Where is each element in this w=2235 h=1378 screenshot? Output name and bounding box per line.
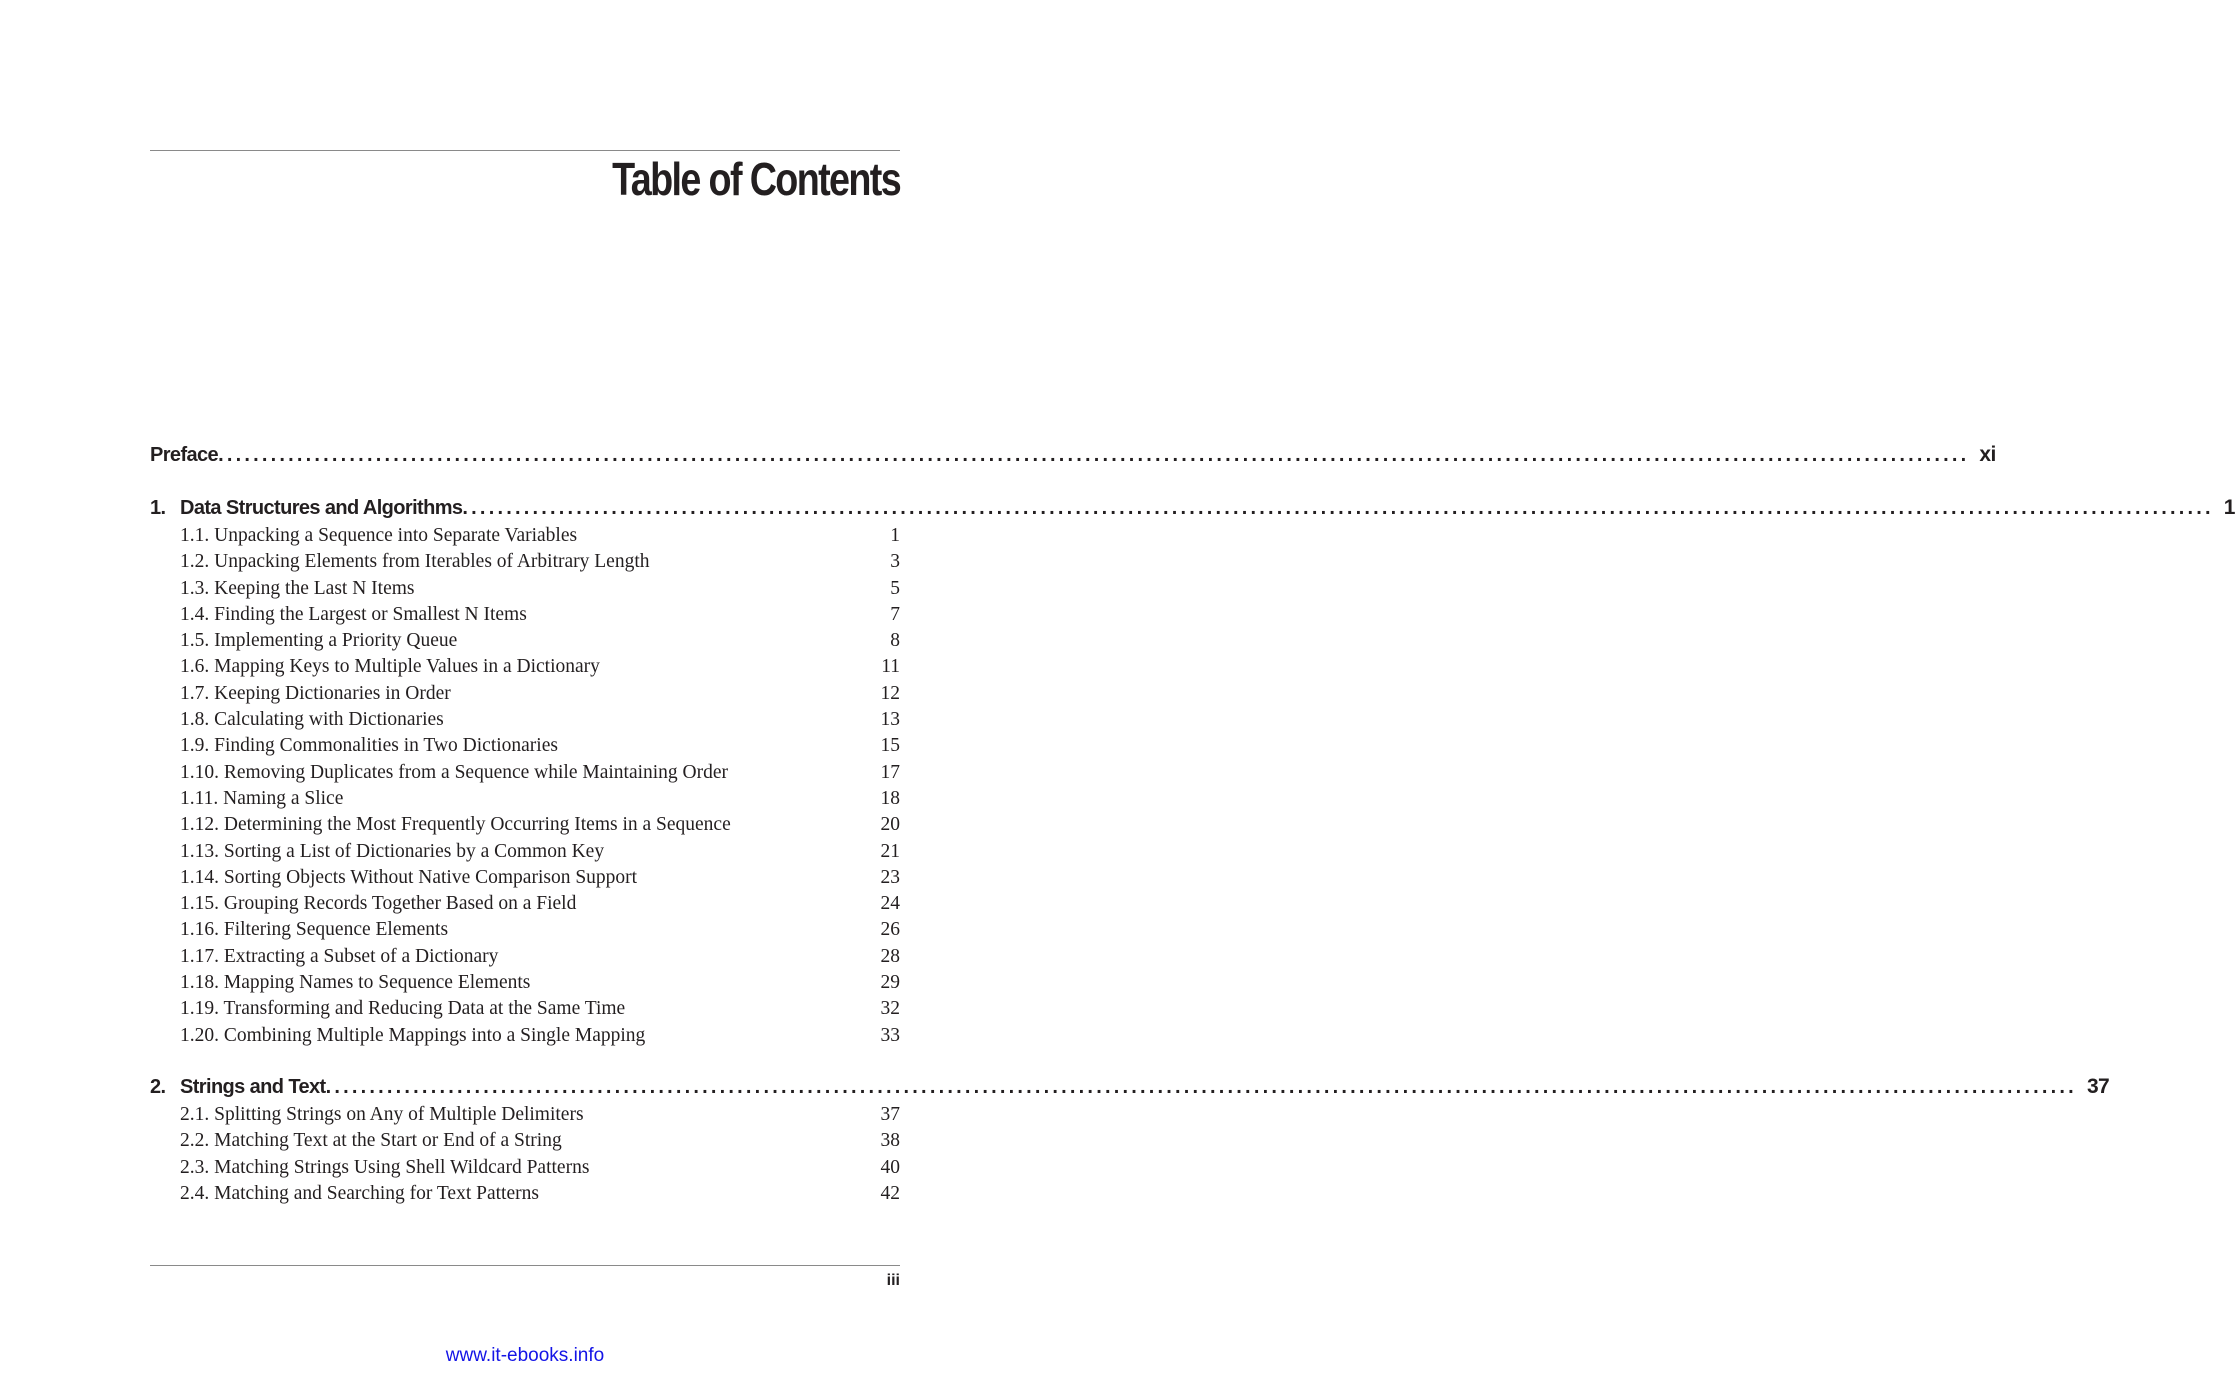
toc-section-entry[interactable] [150, 576, 900, 602]
section-title: 1.15. Grouping Records Together Based on a Field [180, 893, 577, 915]
section-page: 33 [880, 1024, 900, 1046]
section-title: 1.12. Determining the Most Frequently Occurring Items in a Sequence [180, 814, 731, 836]
section-page: 13 [880, 709, 900, 731]
section-title: 1.6. Mapping Keys to Multiple Values in a Dictionary [180, 656, 600, 678]
toc-section-entry[interactable] [150, 996, 900, 1022]
section-page: 12 [880, 682, 900, 704]
section-title: 1.9. Finding Commonalities in Two Dictionaries [180, 735, 558, 757]
section-page: 7 [890, 603, 900, 625]
section-page: 29 [880, 972, 900, 994]
toc-section-entry[interactable] [150, 1181, 900, 1207]
toc-section-entry[interactable] [150, 523, 900, 549]
section-title: 1.2. Unpacking Elements from Iterables of Arbitrary Length [180, 551, 650, 573]
section-page: 3 [890, 551, 900, 573]
toc-preface [150, 440, 1996, 470]
chapter-number: 2. [150, 1075, 166, 1098]
toc-section-entry[interactable] [150, 1155, 900, 1181]
footer-link[interactable]: www.it-ebooks.info [445, 1345, 605, 1366]
toc-section-entry[interactable] [150, 760, 900, 786]
toc-section-entry[interactable] [150, 812, 900, 838]
toc-section-entry[interactable] [150, 1023, 900, 1049]
chapter-entry[interactable] [150, 493, 2235, 523]
section-page: 28 [880, 945, 900, 967]
preface-title: Preface [150, 444, 219, 466]
section-title: 1.8. Calculating with Dictionaries [180, 709, 444, 731]
chapter-title: Strings and Text [180, 1075, 326, 1098]
chapter-page: 1 [2223, 496, 2235, 519]
toc-section-entry[interactable] [150, 707, 900, 733]
toc-section-entry[interactable] [150, 549, 900, 575]
section-page: 8 [890, 630, 900, 652]
chapter-title: Data Structures and Algorithms [180, 497, 463, 519]
section-page: 32 [880, 998, 900, 1020]
toc-section-entry[interactable] [150, 944, 900, 970]
dot-leader: ........................................................................................................................................................................................................ [325, 1075, 2077, 1098]
section-page: 21 [880, 840, 900, 862]
section-page: 42 [880, 1182, 900, 1204]
section-title: 1.13. Sorting a List of Dictionaries by a Common Key [180, 840, 605, 862]
section-title: 1.20. Combining Multiple Mappings into a Single Mapping [180, 1024, 646, 1046]
section-page: 5 [890, 577, 900, 599]
toc-chapter-2 [150, 1072, 2110, 1207]
section-title: 2.4. Matching and Searching for Text Patterns [180, 1182, 539, 1204]
section-title: 1.1. Unpacking a Sequence into Separate Variables [180, 525, 578, 546]
section-page: 23 [880, 866, 900, 888]
section-title: 1.7. Keeping Dictionaries in Order [180, 682, 451, 704]
section-title: 1.14. Sorting Objects Without Native Comparison Support [180, 866, 638, 888]
section-title: 2.2. Matching Text at the Start or End of a String [180, 1130, 562, 1152]
toc-section-entry[interactable] [150, 917, 900, 943]
toc-section-entry[interactable] [150, 654, 900, 680]
section-title: 1.17. Extracting a Subset of a Dictionary [180, 945, 499, 967]
section-title: 1.3. Keeping the Last N Items [180, 577, 415, 599]
section-page: 37 [880, 1103, 900, 1125]
chapter-entry[interactable] [150, 1072, 2110, 1102]
section-page: 24 [880, 893, 900, 915]
page-title: Table of Contents [612, 153, 900, 205]
toc-chapter-1 [150, 493, 2235, 1049]
section-title: 1.11. Naming a Slice [180, 787, 344, 809]
toc-section-entry[interactable] [150, 628, 900, 654]
section-title: 1.4. Finding the Largest or Smallest N Items [180, 603, 527, 625]
section-list [150, 1102, 900, 1207]
preface-page: xi [1979, 443, 1996, 466]
chapter-page: 37 [2086, 1074, 2110, 1098]
toc-section-entry[interactable] [150, 602, 900, 628]
dot-leader: ........................................................................................................................................................................................................ [462, 497, 2214, 519]
section-title: 2.1. Splitting Strings on Any of Multiple Delimiters [180, 1103, 584, 1125]
section-page: 1 [890, 525, 900, 546]
toc-section-entry[interactable] [150, 733, 900, 759]
section-page: 15 [880, 735, 900, 757]
dot-leader: ........................................................................................................................................................................................................ [218, 444, 1970, 466]
section-title: 2.3. Matching Strings Using Shell Wildcard Patterns [180, 1156, 590, 1178]
chapter-number: 1. [150, 497, 166, 519]
table-of-contents [150, 440, 2235, 1230]
section-page: 11 [881, 656, 900, 678]
preface-entry[interactable] [150, 440, 1996, 470]
toc-section-entry[interactable] [150, 865, 900, 891]
section-title: 1.18. Mapping Names to Sequence Elements [180, 972, 531, 994]
toc-section-entry[interactable] [150, 970, 900, 996]
section-page: 26 [880, 919, 900, 941]
toc-section-entry[interactable] [150, 891, 900, 917]
title-rule [150, 150, 900, 151]
toc-section-entry[interactable] [150, 1128, 900, 1154]
section-page: 40 [880, 1156, 900, 1178]
toc-section-entry[interactable] [150, 839, 900, 865]
toc-section-entry[interactable] [150, 1102, 900, 1128]
section-page: 20 [880, 814, 900, 836]
section-page: 38 [880, 1130, 900, 1152]
section-title: 1.19. Transforming and Reducing Data at the Same Time [180, 998, 626, 1020]
section-page: 17 [880, 761, 900, 783]
section-title: 1.16. Filtering Sequence Elements [180, 919, 449, 941]
footer-rule [150, 1265, 900, 1266]
section-list [150, 523, 900, 1049]
toc-section-entry[interactable] [150, 786, 900, 812]
section-title: 1.10. Removing Duplicates from a Sequence while Maintaining Order [180, 761, 729, 783]
toc-section-entry[interactable] [150, 681, 900, 707]
section-page: 18 [880, 787, 900, 809]
page-number: iii [886, 1272, 900, 1289]
section-title: 1.5. Implementing a Priority Queue [180, 630, 458, 652]
